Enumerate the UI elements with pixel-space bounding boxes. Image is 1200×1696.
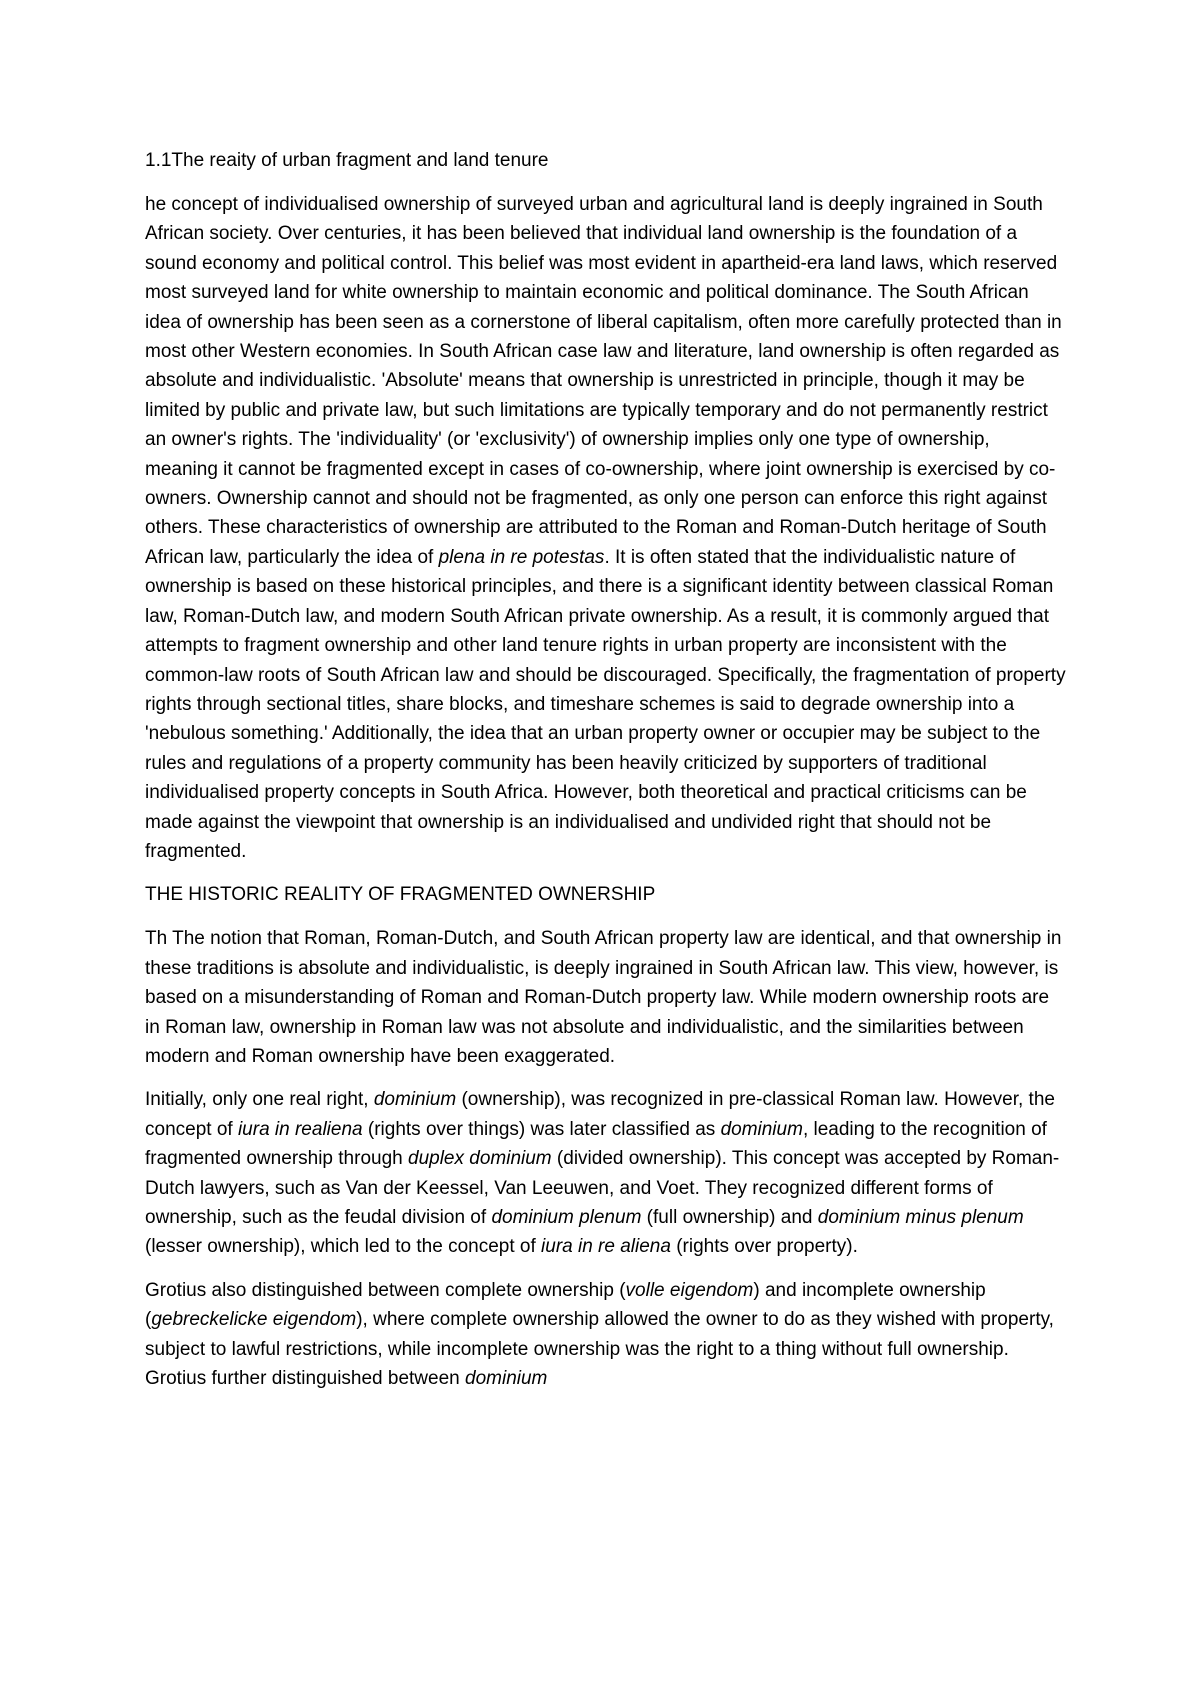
paragraph-text: he concept of individualised ownership of surveyed urban and agricultural land is deeply ingrained in South African society. Over centuries, it has been believed that individual land ownership is the foundation of a sound economy and political control. This belief was most evident in apartheid-era land laws, which reserved most surveyed land for white ownership to maintain economic and political dominance. The South African idea of ownership has been seen as a cornerstone of liberal capitalism, often more carefully protected than in most other Western economies. In South African case law and literature, land ownership is often regarded as absolute and individualistic. 'Absolute' means that ownership is unrestricted in principle, though it may be limited by public and private law, but such limitations are typically temporary and do not permanently restrict an owner's rights. The 'individuality' (or 'exclusivity') of ownership implies only one type of ownership, meaning it cannot be fragmented except in cases of co-ownership, where joint ownership is exercised by co-owners. Ownership cannot and should not be fragmented, as only one person can enforce this right against others. These characteristics of ownership are attributed to the Roman and Roman-Dutch heritage of South African law, particularly the idea of — [145, 194, 1062, 568]
document-heading: 1.1The reaity of urban fragment and land tenure — [145, 150, 549, 171]
paragraph-dominium — [145, 1085, 1067, 1261]
paragraph-text: Grotius also distinguished between complete ownership ( — [145, 1279, 626, 1301]
latin-term: dominium — [720, 1118, 803, 1140]
latin-term: duplex dominium — [408, 1148, 552, 1170]
paragraph-text: (rights over property). — [670, 1236, 858, 1258]
latin-term: plena in re potestas — [438, 546, 605, 568]
paragraph-text: Initially, only one real right, — [145, 1089, 374, 1111]
section-heading: THE HISTORIC REALITY OF FRAGMENTED OWNERSHIP — [145, 884, 656, 906]
latin-term: iura in realiena — [237, 1118, 363, 1140]
document-page — [145, 146, 1067, 1407]
latin-term: dominium minus plenum — [817, 1207, 1024, 1228]
latin-term: iura in re aliena — [541, 1236, 671, 1258]
latin-term: dominium — [373, 1089, 457, 1111]
paragraph-roman-law: Th The notion that Roman, Roman-Dutch, and South African property law are identical, and that ownership in these traditions is absolute and individualistic, is deeply ingrained in South African law. This view, however, is based on a misunderstanding of Roman and Roman-Dutch property law. While modern ownership roots are in Roman law, ownership in Roman law was not absolute and individualistic, and the similarities between modern and Roman ownership have been exaggerated. — [145, 928, 1062, 1067]
paragraph-text: , leading to the recognition of fragmented ownership through — [145, 1118, 1047, 1170]
paragraph-text: . It is often stated that the individualistic nature of ownership is based on these historical principles, and there is a significant identity between classical Roman law, Roman-Dutch law, and modern South African private ownership. As a result, it is commonly argued that attempts to fragment ownership and other land tenure rights in urban property are inconsistent with the common-law roots of South African law and should be discouraged. Specifically, the fragmentation of property rights through sectional titles, share blocks, and timeshare schemes is said to degrade ownership into a 'nebulous something.' Additionally, the idea that an urban property owner or occupier may be subject to the rules and regulations of a property community has been heavily criticized by supporters of traditional individualised property concepts in South Africa. However, both theoretical and practical criticisms can be made against the viewpoint that ownership is an individualised and undivided right that should not be fragmented. — [145, 546, 1066, 862]
paragraph-grotius — [145, 1276, 1067, 1394]
paragraph-text: (lesser ownership), which led to the concept of — [145, 1236, 542, 1258]
paragraph-text: ) and incomplete ownership ( — [145, 1279, 986, 1331]
latin-term: dominium — [465, 1368, 548, 1390]
paragraph-individualised-ownership — [145, 190, 1067, 866]
paragraph-text: (full ownership) and — [641, 1207, 818, 1228]
latin-term: dominium plenum — [491, 1207, 642, 1228]
paragraph-text: (divided ownership). This concept was accepted by Roman-Dutch lawyers, such as Van der Keessel, Van Leeuwen, and Voet. They recognized different forms of ownership, such as the feudal division of — [145, 1148, 1060, 1228]
dutch-term: gebreckelicke eigendom — [151, 1309, 357, 1331]
dutch-term: volle eigendom — [625, 1279, 754, 1301]
paragraph-text: (rights over things) was later classified as — [362, 1118, 721, 1140]
paragraph-text: ), where complete ownership allowed the owner to do as they wished with property, subject to lawful restrictions, while incomplete ownership was the right to a thing without full ownership. Grotius further distinguished between — [145, 1309, 1054, 1390]
paragraph-text: (ownership), was recognized in pre-classical Roman law. However, the concept of — [145, 1089, 1055, 1140]
